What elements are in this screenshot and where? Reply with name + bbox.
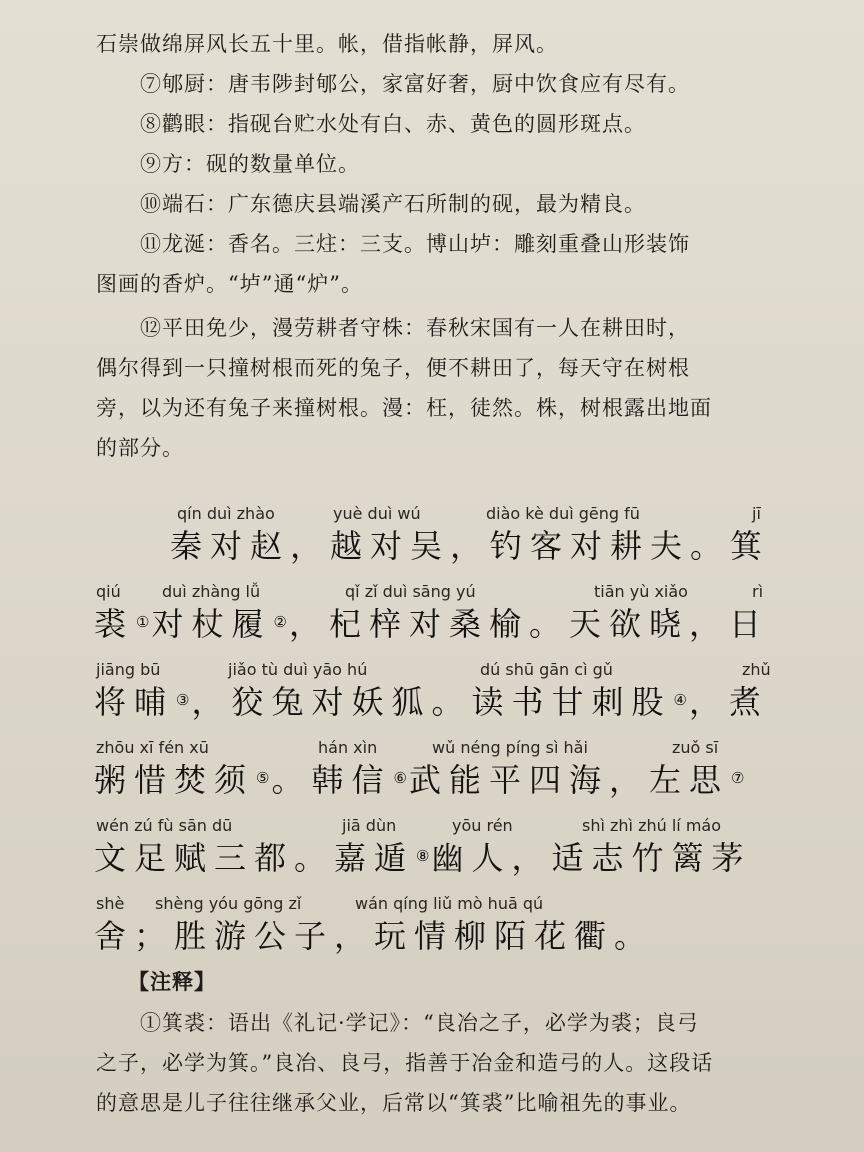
verse-line xyxy=(0,739,864,811)
verse-text: 粥惜焚须 ⑤。韩信 ⑥武能平四海，左思 ⑦ xyxy=(94,761,745,799)
pinyin: wǔ néng píng sì hǎi xyxy=(432,738,588,757)
note-line: 的部分。 xyxy=(96,436,184,460)
note-line: ⑧鹳眼：指砚台贮水处有白、赤、黄色的圆形斑点。 xyxy=(140,112,646,136)
note-marker: ⑤ xyxy=(256,769,270,787)
pinyin: shì zhì zhú lí máo xyxy=(582,816,721,835)
pinyin: qín duì zhào xyxy=(177,504,275,523)
note-marker: ① xyxy=(136,613,150,631)
note-line: ①箕裘：语出《礼记·学记》：“良冶之子，必学为裘；良弓 xyxy=(140,1011,699,1035)
note-marker: ⑥ xyxy=(393,769,407,787)
pinyin: zhǔ xyxy=(742,660,771,679)
note-line: 之子，必学为箕。”良冶、良弓，指善于冶金和造弓的人。这段话 xyxy=(96,1051,714,1075)
note-line: ⑫平田免少，漫劳耕者守株：春秋宋国有一人在耕田时， xyxy=(140,316,690,340)
note-line: 偶尔得到一只撞树根而死的兔子，便不耕田了，每天守在树根 xyxy=(96,356,690,380)
pinyin: jī xyxy=(752,504,761,523)
note-line: 的意思是儿子往往继承父业，后常以“箕裘”比喻祖先的事业。 xyxy=(96,1091,692,1115)
verse-text: 舍；胜游公子，玩情柳陌花衢。 xyxy=(94,917,655,955)
note-marker: ⑦ xyxy=(730,769,745,787)
pinyin: shèng yóu gōng zǐ xyxy=(155,894,302,913)
pinyin: qiú xyxy=(96,582,121,601)
note-marker: ② xyxy=(273,613,287,631)
pinyin: yōu rén xyxy=(452,816,513,835)
note-marker: ③ xyxy=(176,691,190,709)
pinyin: hán xìn xyxy=(318,738,378,757)
pinyin: zuǒ sī xyxy=(672,738,719,757)
verse-text: 秦对赵，越对吴，钓客对耕夫。箕 xyxy=(170,527,771,565)
note-line: 石崇做绵屏风长五十里。帐，借指帐静，屏风。 xyxy=(96,32,558,56)
pinyin: jiāng bū xyxy=(96,660,161,679)
pinyin: tiān yù xiǎo xyxy=(594,582,688,601)
verse-line xyxy=(0,583,864,655)
verse-line xyxy=(0,817,864,889)
note-line: 图画的香炉。“垆”通“炉”。 xyxy=(96,272,363,296)
pinyin: diào kè duì gēng fū xyxy=(486,504,640,523)
pinyin: rì xyxy=(752,582,764,601)
note-line: ⑩端石：广东德庆县端溪产石所制的砚，最为精良。 xyxy=(140,192,646,216)
verse-text: 裘 ①对杖履 ②，杞梓对桑榆。天欲晓，日 xyxy=(94,605,769,643)
note-line: ⑪龙涎：香名。三炷：三支。博山垆：雕刻重叠山形装饰 xyxy=(140,232,690,256)
annotation-heading: 【注释】 xyxy=(128,970,216,994)
pinyin: duì zhàng lǚ xyxy=(162,582,261,601)
pinyin: dú shū gān cì gǔ xyxy=(480,660,613,679)
verse-line xyxy=(0,661,864,733)
pinyin: qǐ zǐ duì sāng yú xyxy=(345,582,476,601)
pinyin: wén zú fù sān dū xyxy=(96,816,233,835)
verse-text: 文足赋三都。嘉遁 ⑧幽人，适志竹篱茅 xyxy=(94,839,752,877)
pinyin: shè xyxy=(96,894,125,913)
pinyin: wán qíng liǔ mò huā qú xyxy=(355,894,544,913)
verse-line xyxy=(0,895,864,967)
pinyin: jiā dùn xyxy=(342,816,397,835)
note-marker: ⑧ xyxy=(416,847,430,865)
note-line: ⑦郇厨：唐韦陟封郇公，家富好奢，厨中饮食应有尽有。 xyxy=(140,72,690,96)
note-line: 旁，以为还有兔子来撞树根。漫：枉，徒然。株，树根露出地面 xyxy=(96,396,712,420)
verse-line xyxy=(0,505,864,577)
note-line: ⑨方：砚的数量单位。 xyxy=(140,152,360,176)
verse-text: 将晡 ③，狡兔对妖狐。读书甘刺股 ④，煮 xyxy=(94,683,769,721)
pinyin: zhōu xī fén xū xyxy=(96,738,209,757)
pinyin: yuè duì wú xyxy=(333,504,421,523)
pinyin: jiǎo tù duì yāo hú xyxy=(228,660,368,679)
note-marker: ④ xyxy=(673,691,687,709)
